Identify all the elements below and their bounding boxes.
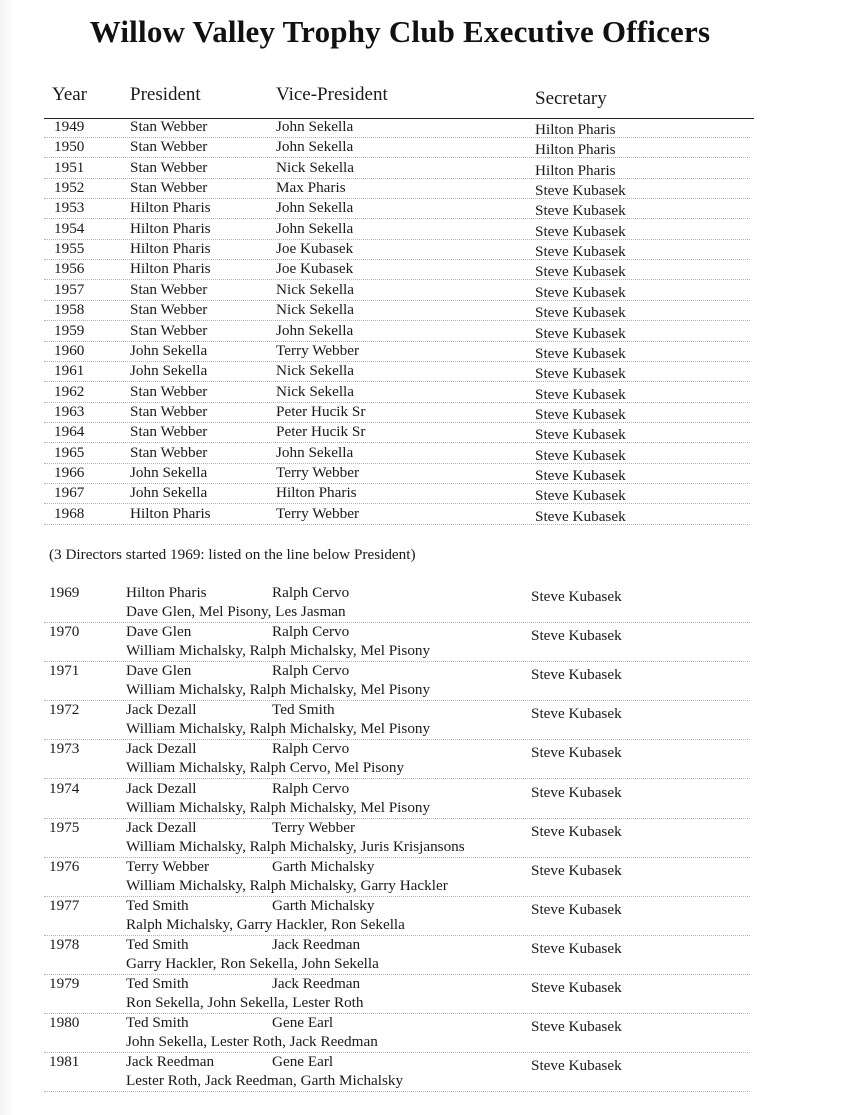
cell-year: 1966	[54, 463, 85, 481]
table-row	[0, 897, 860, 936]
cell-vice-president: John Sekella	[276, 321, 354, 339]
table-row	[0, 322, 860, 342]
cell-year: 1980	[49, 1014, 80, 1032]
cell-secretary: Steve Kubasek	[531, 666, 622, 684]
cell-vice-president: Ralph Cervo	[272, 584, 350, 601]
cell-vice-president: Garth Michalsky	[272, 857, 375, 875]
cell-directors: Ron Sekella, John Sekella, Lester Roth	[126, 994, 364, 1011]
cell-vice-president: Nick Sekella	[276, 382, 355, 400]
cell-secretary: Hilton Pharis	[535, 141, 616, 159]
cell-vice-president: Nick Sekella	[276, 280, 355, 298]
cell-vice-president: Terry Webber	[276, 504, 360, 522]
cell-president: Hilton Pharis	[130, 199, 211, 217]
cell-president: Hilton Pharis	[130, 240, 211, 258]
cell-vice-president: Ralph Cervo	[272, 662, 350, 680]
cell-secretary: Hilton Pharis	[535, 161, 616, 179]
cell-year: 1957	[54, 280, 85, 298]
cell-vice-president: Joe Kubasek	[276, 240, 354, 258]
cell-year: 1954	[54, 219, 85, 237]
table-row	[0, 403, 860, 423]
cell-year: 1975	[49, 818, 80, 836]
cell-secretary: Steve Kubasek	[535, 466, 626, 484]
cell-president: Ted Smith	[126, 975, 189, 992]
table-row	[0, 1014, 860, 1053]
cell-vice-president: Ted Smith	[272, 701, 335, 719]
cell-secretary: Steve Kubasek	[535, 507, 626, 525]
table-row	[0, 1053, 860, 1092]
cell-secretary: Steve Kubasek	[531, 705, 622, 723]
cell-directors: Lester Roth, Jack Reedman, Garth Michalsky	[126, 1072, 404, 1090]
cell-directors: William Michalsky, Ralph Michalsky, Garry Hackler	[126, 876, 448, 894]
cell-year: 1950	[54, 138, 85, 156]
cell-president: Jack Dezall	[126, 818, 197, 836]
cell-vice-president: Hilton Pharis	[276, 484, 357, 502]
cell-vice-president: Nick Sekella	[276, 362, 355, 380]
cell-vice-president: Peter Hucik Sr	[276, 423, 366, 441]
cell-year: 1963	[54, 402, 85, 420]
cell-year: 1951	[54, 158, 85, 176]
cell-year: 1978	[49, 935, 80, 953]
cell-year: 1965	[54, 443, 85, 461]
cell-year: 1968	[54, 504, 85, 522]
cell-president: Stan Webber	[130, 443, 208, 461]
cell-vice-president: Ralph Cervo	[272, 740, 350, 758]
cell-directors: William Michalsky, Ralph Michalsky, Mel Pisony	[126, 642, 431, 660]
cell-vice-president: Joe Kubasek	[276, 260, 354, 278]
cell-president: Jack Dezall	[126, 779, 197, 797]
cell-president: Stan Webber	[130, 158, 208, 176]
cell-year: 1949	[54, 118, 85, 135]
cell-vice-president: Max Pharis	[276, 179, 346, 197]
cell-president: Stan Webber	[130, 382, 208, 400]
cell-directors: Ralph Michalsky, Garry Hackler, Ron Sekella	[126, 915, 405, 933]
cell-year: 1969	[49, 584, 80, 601]
cell-year: 1961	[54, 362, 85, 380]
cell-secretary: Steve Kubasek	[535, 222, 626, 240]
cell-president: Terry Webber	[126, 857, 210, 875]
cell-secretary: Steve Kubasek	[535, 405, 626, 423]
cell-directors: William Michalsky, Ralph Cervo, Mel Pisony	[126, 759, 405, 777]
cell-vice-president: Peter Hucik Sr	[276, 402, 366, 420]
cell-year: 1979	[49, 975, 80, 992]
cell-year: 1971	[49, 662, 80, 680]
cell-vice-president: Garth Michalsky	[272, 896, 375, 914]
header-president: President	[130, 84, 201, 105]
cell-secretary: Steve Kubasek	[535, 446, 626, 464]
cell-president: Stan Webber	[130, 280, 208, 298]
table-row	[0, 179, 860, 199]
cell-president: Stan Webber	[130, 179, 208, 197]
cell-year: 1953	[54, 199, 85, 217]
table-row	[0, 281, 860, 301]
cell-year: 1952	[54, 179, 85, 197]
cell-president: Ted Smith	[126, 935, 189, 953]
cell-vice-president: Nick Sekella	[276, 301, 355, 319]
table-row	[0, 362, 860, 382]
page-title: Willow Valley Trophy Club Executive Officers	[89, 14, 711, 49]
table-row	[0, 662, 860, 701]
cell-president: Jack Dezall	[126, 740, 197, 758]
cell-secretary: Steve Kubasek	[531, 783, 622, 801]
cell-year: 1955	[54, 240, 85, 258]
cell-president: Dave Glen	[126, 662, 192, 680]
table-row	[0, 383, 860, 403]
cell-directors: John Sekella, Lester Roth, Jack Reedman	[126, 1033, 378, 1051]
cell-vice-president: Terry Webber	[272, 818, 356, 836]
cell-directors: William Michalsky, Ralph Michalsky, Mel Pisony	[126, 681, 431, 699]
table-row	[0, 159, 860, 179]
cell-secretary: Steve Kubasek	[531, 900, 622, 918]
cell-directors: William Michalsky, Ralph Michalsky, Juris Krisjansons	[126, 837, 465, 855]
table-row	[0, 701, 860, 740]
table-row	[0, 505, 860, 525]
table-row	[0, 858, 860, 897]
table-row	[0, 936, 860, 975]
cell-vice-president: Jack Reedman	[272, 975, 361, 992]
cell-vice-president: Terry Webber	[276, 463, 360, 481]
cell-vice-president: Ralph Cervo	[272, 623, 350, 641]
cell-secretary: Steve Kubasek	[535, 487, 626, 505]
cell-secretary: Steve Kubasek	[531, 822, 622, 840]
cell-president: John Sekella	[130, 484, 208, 502]
cell-directors: Garry Hackler, Ron Sekella, John Sekella	[126, 954, 379, 972]
cell-year: 1964	[54, 423, 85, 441]
cell-secretary: Steve Kubasek	[535, 243, 626, 261]
cell-president: Ted Smith	[126, 1014, 189, 1032]
table-row	[0, 342, 860, 362]
cell-president: Jack Dezall	[126, 701, 197, 719]
table-row	[0, 301, 860, 321]
header-year: Year	[52, 84, 88, 105]
cell-vice-president: John Sekella	[276, 118, 354, 135]
row-divider	[44, 1091, 750, 1092]
table-row	[0, 975, 860, 1014]
header-vice-president: Vice-President	[276, 84, 388, 105]
header-secretary: Secretary	[535, 88, 607, 109]
cell-year: 1974	[49, 779, 80, 797]
cell-secretary: Steve Kubasek	[535, 344, 626, 362]
table-row	[0, 240, 860, 260]
cell-directors: William Michalsky, Ralph Michalsky, Mel Pisony	[126, 720, 431, 738]
cell-year: 1959	[54, 321, 85, 339]
cell-president: Hilton Pharis	[130, 219, 211, 237]
cell-president: John Sekella	[130, 463, 208, 481]
cell-president: Dave Glen	[126, 623, 192, 641]
table-row	[0, 740, 860, 779]
cell-secretary: Steve Kubasek	[531, 979, 622, 996]
cell-president: John Sekella	[130, 341, 208, 359]
cell-vice-president: John Sekella	[276, 199, 354, 217]
cell-vice-president: John Sekella	[276, 138, 354, 156]
table-row	[0, 260, 860, 280]
cell-year: 1956	[54, 260, 85, 278]
cell-secretary: Steve Kubasek	[531, 627, 622, 645]
cell-year: 1958	[54, 301, 85, 319]
cell-secretary: Steve Kubasek	[535, 385, 626, 403]
table-row	[0, 423, 860, 443]
cell-vice-president: John Sekella	[276, 443, 354, 461]
cell-directors: Dave Glen, Mel Pisony, Les Jasman	[126, 603, 346, 620]
cell-president: Hilton Pharis	[130, 260, 211, 278]
cell-president: Stan Webber	[130, 423, 208, 441]
cell-vice-president: Gene Earl	[272, 1014, 334, 1032]
table-row	[0, 819, 860, 858]
table-row	[0, 464, 860, 484]
table-row	[0, 138, 860, 158]
cell-year: 1962	[54, 382, 85, 400]
row-divider	[44, 524, 750, 525]
cell-vice-president: Gene Earl	[272, 1053, 334, 1071]
cell-year: 1970	[49, 623, 80, 641]
cell-directors: William Michalsky, Ralph Michalsky, Mel Pisony	[126, 798, 431, 816]
table-row	[0, 118, 860, 138]
cell-year: 1981	[49, 1053, 80, 1071]
cell-secretary: Steve Kubasek	[531, 861, 622, 879]
cell-year: 1967	[54, 484, 85, 502]
table-row	[0, 623, 860, 662]
cell-secretary: Hilton Pharis	[535, 121, 616, 138]
cell-secretary: Steve Kubasek	[535, 182, 626, 200]
cell-vice-president: Ralph Cervo	[272, 779, 350, 797]
cell-secretary: Steve Kubasek	[535, 263, 626, 281]
cell-president: Ted Smith	[126, 896, 189, 914]
cell-secretary: Steve Kubasek	[535, 283, 626, 301]
cell-secretary: Steve Kubasek	[535, 304, 626, 322]
table-row	[0, 584, 860, 623]
cell-president: Stan Webber	[130, 301, 208, 319]
cell-vice-president: John Sekella	[276, 219, 354, 237]
cell-secretary: Steve Kubasek	[531, 744, 622, 762]
cell-secretary: Steve Kubasek	[531, 939, 622, 957]
cell-vice-president: Terry Webber	[276, 341, 360, 359]
table-row	[0, 780, 860, 819]
cell-secretary: Steve Kubasek	[531, 1018, 622, 1036]
cell-secretary: Steve Kubasek	[535, 365, 626, 383]
cell-vice-president: Jack Reedman	[272, 935, 361, 953]
cell-year: 1972	[49, 701, 80, 719]
cell-president: John Sekella	[130, 362, 208, 380]
cell-year: 1977	[49, 896, 80, 914]
table-row	[0, 484, 860, 504]
directors-note: (3 Directors started 1969: listed on the line below President)	[49, 546, 416, 563]
cell-vice-president: Nick Sekella	[276, 158, 355, 176]
cell-president: Hilton Pharis	[130, 504, 211, 522]
cell-president: Stan Webber	[130, 138, 208, 156]
table-row	[0, 444, 860, 464]
cell-year: 1976	[49, 857, 80, 875]
cell-president: Hilton Pharis	[126, 584, 207, 601]
cell-president: Stan Webber	[130, 118, 208, 135]
cell-president: Jack Reedman	[126, 1053, 215, 1071]
cell-year: 1960	[54, 341, 85, 359]
cell-secretary: Steve Kubasek	[531, 1057, 622, 1075]
cell-secretary: Steve Kubasek	[535, 426, 626, 444]
cell-secretary: Steve Kubasek	[535, 202, 626, 220]
table-row	[0, 199, 860, 219]
cell-year: 1973	[49, 740, 80, 758]
cell-president: Stan Webber	[130, 402, 208, 420]
table-row	[0, 220, 860, 240]
cell-secretary: Steve Kubasek	[535, 324, 626, 342]
cell-president: Stan Webber	[130, 321, 208, 339]
cell-secretary: Steve Kubasek	[531, 588, 622, 605]
